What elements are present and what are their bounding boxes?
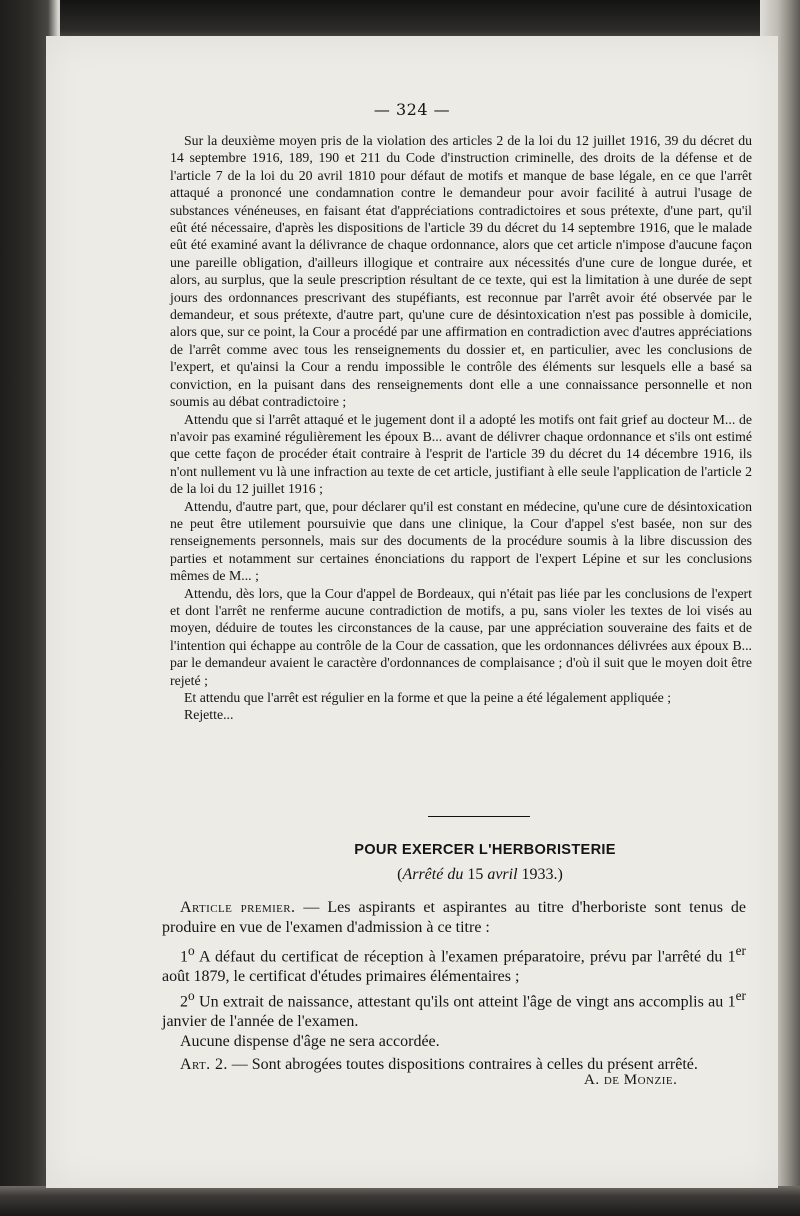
section-title: POUR EXERCER L'HERBORISTERIE — [354, 842, 616, 858]
judgment-paragraph: Attendu, d'autre part, que, pour déclarer qu'il est constant en médecine, qu'une cure de désintoxication ne peut être utilement poursuivie que dans une clinique, la Cour d'appel s'est basée, non sur des renseignements personnels, mais sur des documents de la procédure soumis à la libre discussion des parties et notamment sur certaines énonciations du rapport de l'expert Lépine et sur les conclusions mêmes de M... ; — [170, 498, 752, 584]
judgment-paragraph: Et attendu que l'arrêt est régulier en la forme et que la peine a été légalement appliquée ; — [184, 690, 672, 705]
judgment-text — [170, 132, 752, 724]
article-1-item-1 — [162, 941, 746, 986]
page-number: — 324 — — [373, 100, 451, 119]
item-1-number: 1 — [180, 948, 188, 966]
subtitle-year: 1933.) — [517, 866, 563, 883]
article-2-text: — Sont abrogées toutes dispositions contraires à celles du présent arrêté. — [227, 1056, 698, 1074]
section-subtitle — [46, 866, 800, 884]
item-1-text-b: août 1879, le certificat d'études primaires élémentaires ; — [162, 967, 520, 985]
item-2-text-b: janvier de l'année de l'examen. — [162, 1013, 359, 1031]
no-dispensation-line: Aucune dispense d'âge ne sera accordée. — [180, 1032, 440, 1050]
decree-text — [162, 898, 746, 1075]
judgment-paragraph: Attendu, dès lors, que la Cour d'appel de Bordeaux, qui n'était pas liée par les conclusions de l'expert et dont l'arrêt ne renferme aucune contradiction de motifs, a pu, sans violer les textes de loi visés au moyen, déduire de toutes les circonstances de la cause, par une appréciation souveraine des faits et de l'intention qui échappe au contrôle de la Cour de cassation, que les ordonnances délivrées aux époux B... par le demandeur avaient le caractère d'ordonnances de complaisance ; d'où il suit que le moyen doit être rejeté ; — [170, 585, 752, 688]
section-divider — [428, 816, 530, 817]
subtitle-day: 15 — [463, 866, 488, 883]
judgment-paragraph: Attendu que si l'arrêt attaqué et le jugement dont il a adopté les motifs ont fait grief au docteur M... de n'avoir pas examiné régulièrement les époux B... avant de délivrer chaque ordonnance et s'ils ont estimé que cette façon de procéder était contraire à l'esprit de l'article 39 du décret du 14 décembre 1916, ils n'ont nullement vu là une infraction au texte de cet article, justifiant à elle seule l'application de l'article 2 de la loi du 12 juillet 1916 ; — [170, 411, 752, 497]
judgment-paragraph: Sur la deuxième moyen pris de la violation des articles 2 de la loi du 12 juillet 1916, 39 du décret du 14 septembre 1916, 189, 190 et 211 du Code d'instruction criminelle, des droits de la défense et de l'article 7 de la loi du 20 avril 1810 pour défaut de motifs et manque de base légale, en ce que l'arrêt attaqué a prononcé une condamnation contre le demandeur pour avoir facilité à autrui l'usage de substances vénéneuses, en faisant état d'appréciations contradictoires et sous prétexte, d'une part, qu'il eût été nécessaire, d'après les dispositions de l'article 39 du décret du 14 septembre 1916, que le malade eût été examiné avant la délivrance de chaque ordonnance, alors que cet article n'impose d'aucune façon une pareille obligation, d'ailleurs illogique et contraire aux nécessités d'une cure de longue durée, et alors, au surplus, que la seule prescription résultant de ce texte, qui est la limitation à une durée de sept jours des ordonnances prescrivant des stupéfiants, est reconnue par l'arrêt avoir été observée par le demandeur, et sous prétexte, d'autre part, qu'une cure de désintoxication n'est pas possible à domicile, alors que, sur ce point, la Cour a procédé par une affirmation en contradiction avec d'autres appréciations de l'arrêt comme avec tous les renseignements du dossier et, en particulier, avec les conclusions de l'expert, et qu'ainsi la Cour a rendu impossible le contrôle des éléments sur lesquels elle a basé sa conviction, en la puisant dans des renseignements dont elle a une connaissance personnelle et non soumis au débat contradictoire ; — [170, 133, 752, 410]
article-1-item-2 — [162, 986, 746, 1031]
item-2-number: 2 — [180, 993, 188, 1011]
item-2-ordinal: o — [188, 988, 195, 1004]
article-1 — [162, 898, 746, 937]
subtitle-open: ( — [397, 866, 403, 883]
article-2-label: Art. 2. — [180, 1056, 228, 1074]
item-1-text-a: A défaut du certificat de réception à l'examen préparatoire, prévu par l'arrêté du 1 — [194, 948, 736, 966]
article-1-text: — Les aspirants et aspirantes au titre d'herboriste sont tenus de produire en vue de l'examen d'admission à ce titre : — [162, 899, 746, 936]
signature-name: Monzie. — [619, 1072, 678, 1088]
signature-particle: de — [603, 1072, 620, 1088]
scan-bottom-edge — [0, 1186, 800, 1216]
article-1-label: Article premier. — [180, 899, 296, 916]
item-1-ordinal-2: er — [735, 943, 746, 958]
item-2-ordinal-2: er — [735, 988, 746, 1004]
subtitle-italic-month: avril — [487, 866, 518, 883]
signature-initial: A. — [584, 1072, 604, 1088]
item-2-text-a: Un extrait de naissance, attestant qu'ils ont atteint l'âge de vingt ans accomplis au 1 — [194, 993, 736, 1011]
judgment-paragraph: Rejette... — [184, 707, 234, 723]
signature — [584, 1072, 677, 1089]
document-page — [46, 36, 778, 1188]
scan-top-edge — [0, 0, 800, 38]
item-1-ordinal: o — [188, 943, 195, 958]
subtitle-italic-arrete: Arrêté du — [402, 866, 464, 883]
